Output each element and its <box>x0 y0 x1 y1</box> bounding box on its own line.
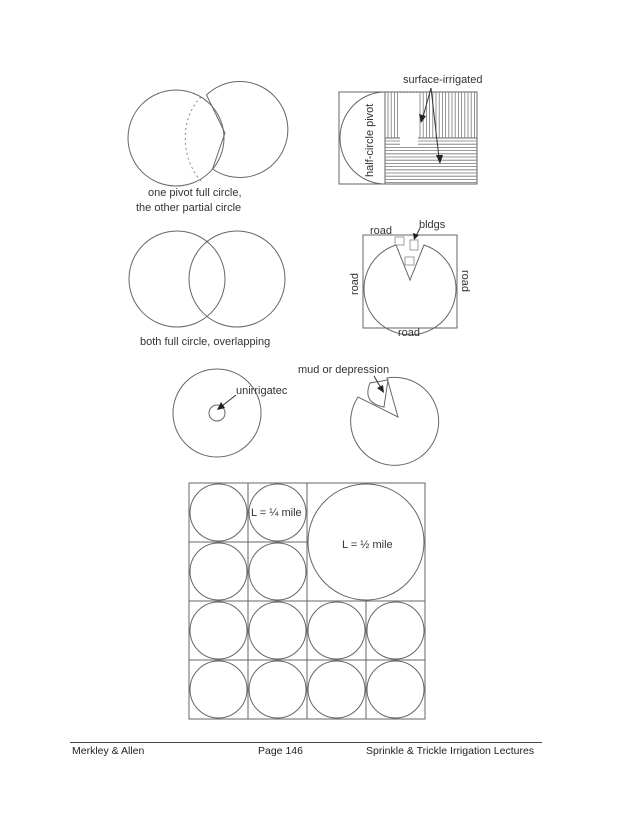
quarter-mile-pivot-circle <box>308 661 365 718</box>
road-label-left: road <box>349 272 361 295</box>
quarter-mile-pivot-circle <box>367 661 424 718</box>
dotted-overlap-arc <box>185 97 201 181</box>
quarter-mile-pivot-circle <box>249 661 306 718</box>
footer-authors: Merkley & Allen <box>72 745 145 757</box>
fig3-caption: both full circle, overlapping <box>140 336 271 348</box>
full-pivot-circle <box>128 90 224 186</box>
quarter-mile-pivot-circle <box>190 484 247 541</box>
footer-page-number: Page 146 <box>258 745 303 757</box>
horizontal-hatching <box>385 141 477 183</box>
overlap-circle-right <box>189 231 285 327</box>
quarter-mile-pivot-circle <box>308 602 365 659</box>
arrowhead-surface-2 <box>436 155 443 164</box>
fig-pivot-grid <box>189 483 425 719</box>
fig-pivot-with-roads <box>349 219 471 339</box>
partial-pivot-circle <box>207 82 288 178</box>
half-circle-pivot-label: half-circle pivot <box>364 103 376 177</box>
road-label-bottom: road <box>398 327 421 339</box>
pivot-circle-cutout <box>351 377 439 465</box>
quarter-mile-pivot-circle <box>190 543 247 600</box>
pivot-circle-center <box>173 369 261 457</box>
road-label-right: road <box>459 270 471 293</box>
bldgs-arrowhead <box>413 233 419 240</box>
half-pivot-label-bg <box>400 93 418 145</box>
quarter-mile-pivot-circle <box>249 602 306 659</box>
fig-mud-depression <box>298 364 439 465</box>
building-2 <box>410 240 418 250</box>
unirrigated-arrow <box>222 395 236 406</box>
half-mile-label: L = ½ mile <box>342 539 393 551</box>
quarter-mile-label: L = ¼ mile <box>251 507 302 519</box>
footer-rule <box>70 742 542 743</box>
unirrigated-label: unirrigatec <box>236 385 288 397</box>
mud-label: mud or depression <box>298 364 390 376</box>
pivot-with-wedge <box>364 245 456 335</box>
building-3 <box>405 257 414 265</box>
fig-overlapping-pivots <box>129 231 285 348</box>
fig1-caption-line1: one pivot full circle, <box>148 187 242 199</box>
overlap-circle-left <box>129 231 225 327</box>
fig-full-and-partial-pivot <box>128 82 288 214</box>
building-1 <box>395 237 404 245</box>
fig-half-circle-pivot <box>339 74 482 184</box>
quarter-mile-pivot-circle <box>367 602 424 659</box>
fig-unirrigated-center <box>173 369 288 457</box>
quarter-mile-pivot-circle <box>249 543 306 600</box>
fig1-caption-line2: the other partial circle <box>136 202 242 214</box>
footer-book-title: Sprinkle & Trickle Irrigation Lectures <box>366 745 535 757</box>
quarter-mile-pivot-circle <box>190 602 247 659</box>
bldgs-label: bldgs <box>419 219 446 231</box>
quarter-mile-pivot-circle <box>190 661 247 718</box>
road-label-top: road <box>370 225 393 237</box>
half-circle-pivot <box>340 92 385 184</box>
surface-irrigated-label: surface-irrigated <box>403 74 483 86</box>
